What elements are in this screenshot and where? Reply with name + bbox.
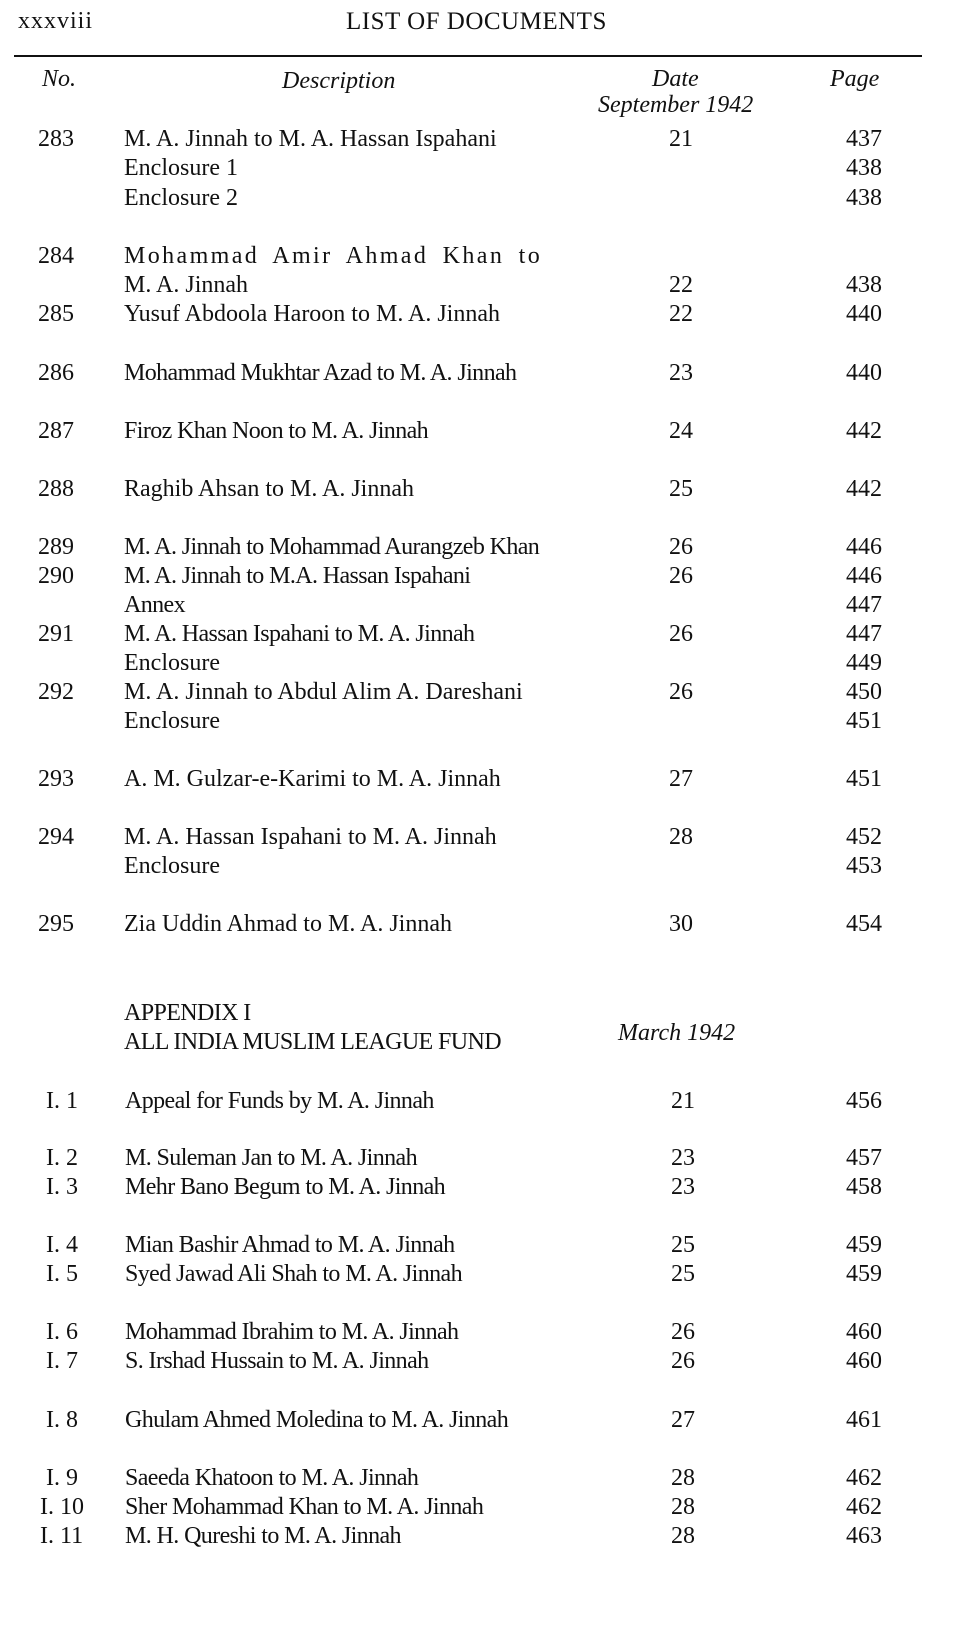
entry-page: 460 [846, 1348, 882, 1374]
entry-page: 451 [846, 708, 882, 734]
entry-description: M. A. Jinnah to M.A. Hassan Ispahani [124, 563, 471, 589]
entry-description: Firoz Khan Noon to M. A. Jinnah [124, 418, 429, 444]
entry-page: 450 [846, 679, 882, 705]
entry-date: 25 [671, 1232, 695, 1258]
entry-page: 446 [846, 534, 882, 560]
entry-description: M. A. Hassan Ispahani to M. A. Jinnah [124, 824, 497, 850]
entry-date: 23 [671, 1174, 695, 1200]
entry-date: 26 [671, 1319, 695, 1345]
column-header-date-month: September 1942 [598, 92, 754, 118]
document-entry [0, 706, 968, 736]
entry-date: 25 [671, 1261, 695, 1287]
entry-page: 453 [846, 853, 882, 879]
entry-number: I. 3 [46, 1174, 78, 1200]
entry-description: Yusuf Abdoola Haroon to M. A. Jinnah [124, 301, 500, 327]
entry-description: Annex [124, 592, 185, 618]
entry-date: 26 [669, 621, 693, 647]
appendix-entry [0, 1346, 968, 1376]
entry-page: 447 [846, 621, 882, 647]
document-entry [0, 270, 968, 300]
entry-number: 291 [38, 621, 74, 647]
entry-description: Enclosure 1 [124, 155, 238, 181]
entry-date: 23 [671, 1145, 695, 1171]
entry-description: Sher Mohammad Khan to M. A. Jinnah [125, 1494, 484, 1520]
entry-number: I. 4 [46, 1232, 78, 1258]
appendix-entry [0, 1317, 968, 1347]
entry-description: Mehr Bano Begum to M. A. Jinnah [125, 1174, 446, 1200]
document-entry [0, 532, 968, 562]
document-entry [0, 909, 968, 939]
column-header-description: Description [282, 68, 396, 94]
appendix-entry [0, 1143, 968, 1173]
entry-page: 438 [846, 185, 882, 211]
document-entry [0, 590, 968, 620]
entry-number: I. 1 [46, 1088, 78, 1114]
document-entry [0, 677, 968, 707]
entry-description: M. Suleman Jan to M. A. Jinnah [125, 1145, 417, 1171]
appendix-entry [0, 1086, 968, 1116]
entry-page: 442 [846, 476, 882, 502]
entry-description: S. Irshad Hussain to M. A. Jinnah [125, 1348, 429, 1374]
entry-page: 461 [846, 1407, 882, 1433]
entry-description: M. A. Jinnah to M. A. Hassan Ispahani [124, 126, 497, 152]
entry-date: 23 [669, 360, 693, 386]
entry-page: 447 [846, 592, 882, 618]
appendix-entry [0, 1405, 968, 1435]
entry-date: 22 [669, 301, 693, 327]
entry-description: M. A. Hassan Ispahani to M. A. Jinnah [124, 621, 475, 647]
appendix-entry [0, 1259, 968, 1289]
entry-description: Mohammad Amir Ahmad Khan to [124, 243, 543, 269]
entry-number: I. 8 [46, 1407, 78, 1433]
document-entry [0, 561, 968, 591]
appendix-title: ALL INDIA MUSLIM LEAGUE FUND [124, 1029, 501, 1055]
entry-page: 440 [846, 301, 882, 327]
header-rule [14, 55, 922, 57]
entry-number: 287 [38, 418, 74, 444]
entry-date: 28 [671, 1494, 695, 1520]
entry-page: 458 [846, 1174, 882, 1200]
entry-date: 26 [669, 534, 693, 560]
document-entry [0, 299, 968, 329]
page-folio: xxxviii [18, 8, 94, 34]
appendix-entry [0, 1463, 968, 1493]
entry-page: 463 [846, 1523, 882, 1549]
entry-number: 289 [38, 534, 74, 560]
entry-date: 25 [669, 476, 693, 502]
entry-date: 22 [669, 272, 693, 298]
appendix-date-heading: March 1942 [618, 1020, 736, 1046]
appendix-entry [0, 1521, 968, 1551]
entry-description: Ghulam Ahmed Moledina to M. A. Jinnah [125, 1407, 509, 1433]
document-entry [0, 358, 968, 388]
entry-description: M. A. Jinnah to Abdul Alim A. Dareshani [124, 679, 523, 705]
entry-page: 459 [846, 1261, 882, 1287]
entry-description: M. A. Jinnah [124, 272, 249, 298]
entry-number: I. 11 [40, 1523, 84, 1549]
document-entry [0, 241, 968, 271]
entry-date: 27 [669, 766, 693, 792]
entry-number: 292 [38, 679, 74, 705]
column-header-no: No. [42, 66, 77, 92]
appendix-heading: APPENDIX I [124, 1000, 251, 1026]
entry-page: 438 [846, 272, 882, 298]
entry-description: Saeeda Khatoon to M. A. Jinnah [125, 1465, 419, 1491]
entry-date: 26 [669, 679, 693, 705]
document-entry [0, 183, 968, 213]
appendix-entry [0, 1172, 968, 1202]
entry-description: Syed Jawad Ali Shah to M. A. Jinnah [125, 1261, 462, 1287]
entry-date: 26 [669, 563, 693, 589]
entry-page: 451 [846, 766, 882, 792]
entry-description: Raghib Ahsan to M. A. Jinnah [124, 476, 415, 502]
entry-date: 21 [671, 1088, 695, 1114]
entry-number: 295 [38, 911, 74, 937]
entry-description: Appeal for Funds by M. A. Jinnah [125, 1088, 434, 1114]
entry-page: 440 [846, 360, 882, 386]
entry-number: 293 [38, 766, 74, 792]
entry-description: Enclosure [124, 853, 220, 879]
entry-description: M. A. Jinnah to Mohammad Aurangzeb Khan [124, 534, 540, 560]
entry-description: Enclosure 2 [124, 185, 238, 211]
column-header-date: Date [652, 66, 699, 92]
document-entry [0, 124, 968, 154]
entry-date: 27 [671, 1407, 695, 1433]
entry-page: 459 [846, 1232, 882, 1258]
document-entry [0, 822, 968, 852]
appendix-entry [0, 1230, 968, 1260]
entry-number: 288 [38, 476, 74, 502]
entry-number: I. 7 [46, 1348, 78, 1374]
entry-number: 285 [38, 301, 74, 327]
entry-date: 30 [669, 911, 693, 937]
entry-date: 24 [669, 418, 693, 444]
entry-page: 449 [846, 650, 882, 676]
entry-description: A. M. Gulzar-e-Karimi to M. A. Jinnah [124, 766, 501, 792]
document-entry [0, 153, 968, 183]
document-entry [0, 474, 968, 504]
entry-page: 446 [846, 563, 882, 589]
page-title: LIST OF DOCUMENTS [346, 8, 607, 35]
entry-page: 456 [846, 1088, 882, 1114]
entry-number: I. 5 [46, 1261, 78, 1287]
document-entry [0, 416, 968, 446]
entry-description: M. H. Qureshi to M. A. Jinnah [125, 1523, 401, 1549]
entry-page: 452 [846, 824, 882, 850]
entry-page: 462 [846, 1465, 882, 1491]
entry-date: 26 [671, 1348, 695, 1374]
entry-page: 460 [846, 1319, 882, 1345]
document-entry [0, 851, 968, 881]
entry-number: 286 [38, 360, 74, 386]
entry-date: 28 [671, 1523, 695, 1549]
entry-date: 21 [669, 126, 693, 152]
document-entry [0, 648, 968, 678]
entry-number: I. 9 [46, 1465, 78, 1491]
entry-date: 28 [671, 1465, 695, 1491]
entry-description: Enclosure [124, 650, 220, 676]
entry-page: 437 [846, 126, 882, 152]
entry-description: Zia Uddin Ahmad to M. A. Jinnah [124, 911, 452, 937]
entry-number: I. 6 [46, 1319, 78, 1345]
entry-number: 294 [38, 824, 74, 850]
entry-number: I. 2 [46, 1145, 78, 1171]
entry-number: I. 10 [40, 1494, 84, 1520]
running-head [18, 4, 918, 44]
entry-number: 283 [38, 126, 74, 152]
entry-description: Mian Bashir Ahmad to M. A. Jinnah [125, 1232, 455, 1258]
entry-number: 284 [38, 243, 74, 269]
entry-page: 462 [846, 1494, 882, 1520]
entry-description: Enclosure [124, 708, 220, 734]
entry-date: 28 [669, 824, 693, 850]
entry-description: Mohammad Mukhtar Azad to M. A. Jinnah [124, 360, 517, 386]
column-header-page: Page [830, 66, 880, 92]
entry-page: 454 [846, 911, 882, 937]
entry-page: 442 [846, 418, 882, 444]
entry-number: 290 [38, 563, 74, 589]
document-entry [0, 619, 968, 649]
appendix-entry [0, 1492, 968, 1522]
document-entry [0, 764, 968, 794]
entry-page: 438 [846, 155, 882, 181]
entry-description: Mohammad Ibrahim to M. A. Jinnah [125, 1319, 459, 1345]
entry-page: 457 [846, 1145, 882, 1171]
